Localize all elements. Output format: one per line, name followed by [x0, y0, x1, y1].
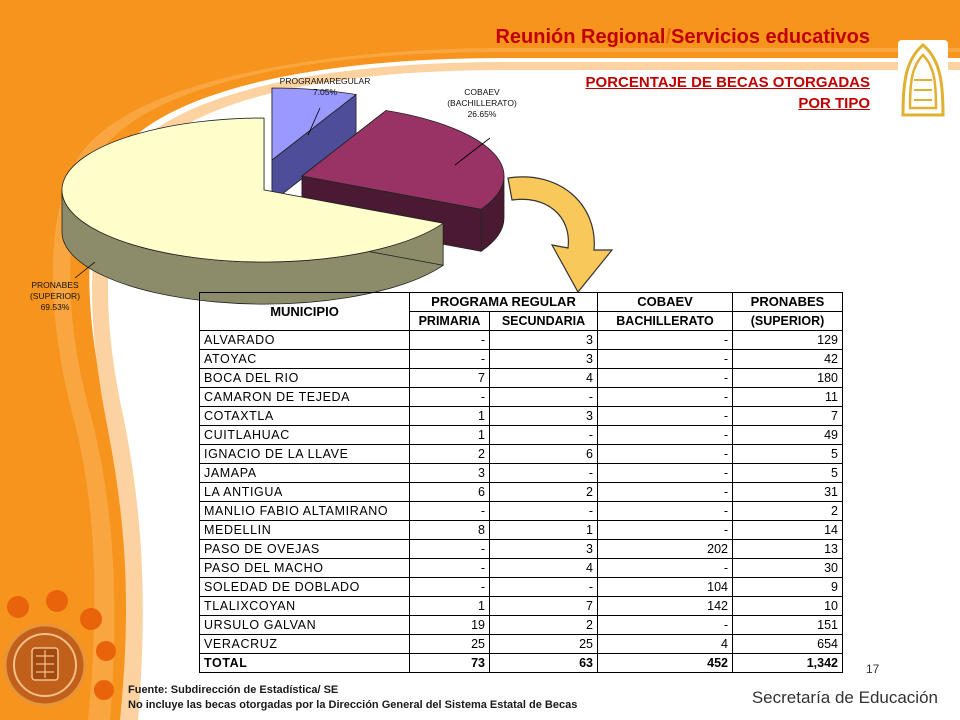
cell-municipio: URSULO GALVAN — [200, 616, 410, 635]
pie-slice-label: PROGRAMAREGULAR — [279, 76, 371, 86]
cell-value: 104 — [598, 578, 733, 597]
cell-value: - — [410, 559, 490, 578]
table-row — [200, 369, 843, 388]
table-row — [200, 559, 843, 578]
cell-value: - — [490, 464, 598, 483]
col-header-pronabes: PRONABES — [733, 293, 843, 312]
cell-municipio: MANLIO FABIO ALTAMIRANO — [200, 502, 410, 521]
cell-value: 5 — [733, 464, 843, 483]
table-row — [200, 426, 843, 445]
cell-value: 2 — [733, 502, 843, 521]
table-row — [200, 540, 843, 559]
cell-value: 11 — [733, 388, 843, 407]
cell-value: 2 — [490, 483, 598, 502]
col-header-primaria: PRIMARIA — [410, 312, 490, 331]
cell-value: 1,342 — [733, 654, 843, 673]
cell-municipio: COTAXTLA — [200, 407, 410, 426]
cell-municipio: PASO DE OVEJAS — [200, 540, 410, 559]
cell-municipio: ATOYAC — [200, 350, 410, 369]
col-header-superior: (SUPERIOR) — [733, 312, 843, 331]
cell-value: 30 — [733, 559, 843, 578]
cell-value: 3 — [490, 407, 598, 426]
col-header-programa-regular: PROGRAMA REGULAR — [410, 293, 598, 312]
cell-value: - — [410, 578, 490, 597]
pie-slice-label: COBAEV — [464, 87, 500, 97]
cell-value: - — [410, 331, 490, 350]
cell-value: 142 — [598, 597, 733, 616]
cell-value: 31 — [733, 483, 843, 502]
pie-slice-label: 26.65% — [467, 109, 497, 119]
cell-municipio: SOLEDAD DE DOBLADO — [200, 578, 410, 597]
cell-value: 1 — [410, 407, 490, 426]
cell-value: 180 — [733, 369, 843, 388]
cell-value: - — [598, 616, 733, 635]
cell-value: - — [598, 521, 733, 540]
curved-arrow-icon — [508, 177, 612, 292]
cell-value: 452 — [598, 654, 733, 673]
cell-value: 42 — [733, 350, 843, 369]
cell-value: - — [490, 578, 598, 597]
cell-value: - — [598, 350, 733, 369]
cell-value: 25 — [410, 635, 490, 654]
table-row — [200, 445, 843, 464]
cell-value: 10 — [733, 597, 843, 616]
cell-value: - — [598, 331, 733, 350]
cell-value: 4 — [490, 559, 598, 578]
cell-value: 73 — [410, 654, 490, 673]
cell-value: 13 — [733, 540, 843, 559]
cell-municipio: ALVARADO — [200, 331, 410, 350]
pie-slice-label: 7.05% — [312, 87, 338, 97]
table-row — [200, 388, 843, 407]
table-row — [200, 407, 843, 426]
cell-value: 6 — [490, 445, 598, 464]
pie-slice-label: 69.53% — [40, 302, 70, 312]
cell-value: - — [410, 350, 490, 369]
footer-source: Fuente: Subdirección de Estadística/ SE — [128, 684, 339, 696]
table-row — [200, 521, 843, 540]
cell-value: - — [598, 502, 733, 521]
cell-value: 14 — [733, 521, 843, 540]
cell-value: 1 — [410, 426, 490, 445]
table-row — [200, 350, 843, 369]
cell-value: 3 — [490, 540, 598, 559]
cell-value: - — [598, 445, 733, 464]
brand-name: Secretaría de Educación — [751, 688, 938, 707]
table-total-row — [200, 654, 843, 673]
cell-value: 8 — [410, 521, 490, 540]
cell-value: - — [410, 388, 490, 407]
cell-value: 4 — [598, 635, 733, 654]
cell-value: - — [598, 426, 733, 445]
cell-value: 19 — [410, 616, 490, 635]
cell-municipio: JAMAPA — [200, 464, 410, 483]
cell-value: 9 — [733, 578, 843, 597]
pie-slice-label: PRONABES — [31, 280, 79, 290]
cell-value: 6 — [410, 483, 490, 502]
cell-value: - — [490, 426, 598, 445]
cell-value: 2 — [410, 445, 490, 464]
cell-value: - — [410, 540, 490, 559]
cell-value: 49 — [733, 426, 843, 445]
pie-slice-label: (BACHILLERATO) — [447, 98, 517, 108]
col-header-municipio: MUNICIPIO — [200, 293, 410, 331]
cell-value: 3 — [490, 350, 598, 369]
cell-municipio: IGNACIO DE LA LLAVE — [200, 445, 410, 464]
cell-municipio: LA ANTIGUA — [200, 483, 410, 502]
becas-table — [199, 292, 843, 673]
cell-municipio: MEDELLIN — [200, 521, 410, 540]
cell-value: 202 — [598, 540, 733, 559]
cell-value: 3 — [410, 464, 490, 483]
cell-value: 7 — [410, 369, 490, 388]
cell-value: 63 — [490, 654, 598, 673]
cell-value: - — [598, 483, 733, 502]
cell-value: 5 — [733, 445, 843, 464]
footer-note: No incluye las becas otorgadas por la Dirección General del Sistema Estatal de Becas — [128, 699, 578, 711]
table-row — [200, 635, 843, 654]
table-row — [200, 616, 843, 635]
cell-municipio: VERACRUZ — [200, 635, 410, 654]
col-header-secundaria: SECUNDARIA — [490, 312, 598, 331]
cell-value: 7 — [490, 597, 598, 616]
cell-value: 129 — [733, 331, 843, 350]
table-row — [200, 464, 843, 483]
subtitle-line-1: PORCENTAJE DE BECAS OTORGADAS — [585, 74, 870, 91]
cell-value: 1 — [410, 597, 490, 616]
cell-value: 25 — [490, 635, 598, 654]
pie-slice-label: (SUPERIOR) — [29, 291, 81, 301]
cell-value: - — [598, 388, 733, 407]
cell-value: 3 — [490, 331, 598, 350]
cell-value: - — [598, 559, 733, 578]
cell-value: 151 — [733, 616, 843, 635]
table-row — [200, 597, 843, 616]
cell-value: - — [598, 464, 733, 483]
cell-municipio: TLALIXCOYAN — [200, 597, 410, 616]
cell-value: 654 — [733, 635, 843, 654]
cell-municipio: BOCA DEL RIO — [200, 369, 410, 388]
cell-value: 7 — [733, 407, 843, 426]
cell-value: - — [490, 388, 598, 407]
cell-value: 2 — [490, 616, 598, 635]
cell-municipio: TOTAL — [200, 654, 410, 673]
cell-value: - — [410, 502, 490, 521]
page-number: 17 — [866, 662, 880, 676]
table-row — [200, 502, 843, 521]
cell-municipio: PASO DEL MACHO — [200, 559, 410, 578]
cell-municipio: CAMARON DE TEJEDA — [200, 388, 410, 407]
cell-value: - — [598, 369, 733, 388]
cell-value: 1 — [490, 521, 598, 540]
page-title: Reunión Regional/Servicios educativos — [495, 26, 870, 48]
table-row — [200, 331, 843, 350]
cell-value: - — [598, 407, 733, 426]
col-header-cobaev: COBAEV — [598, 293, 733, 312]
cell-value: 4 — [490, 369, 598, 388]
col-header-bachillerato: BACHILLERATO — [598, 312, 733, 331]
cell-municipio: CUITLAHUAC — [200, 426, 410, 445]
cell-value: - — [490, 502, 598, 521]
table-row — [200, 483, 843, 502]
table-row — [200, 578, 843, 597]
table-header-row — [200, 293, 843, 312]
subtitle-line-2: POR TIPO — [798, 95, 870, 112]
footer-notes — [128, 683, 577, 713]
